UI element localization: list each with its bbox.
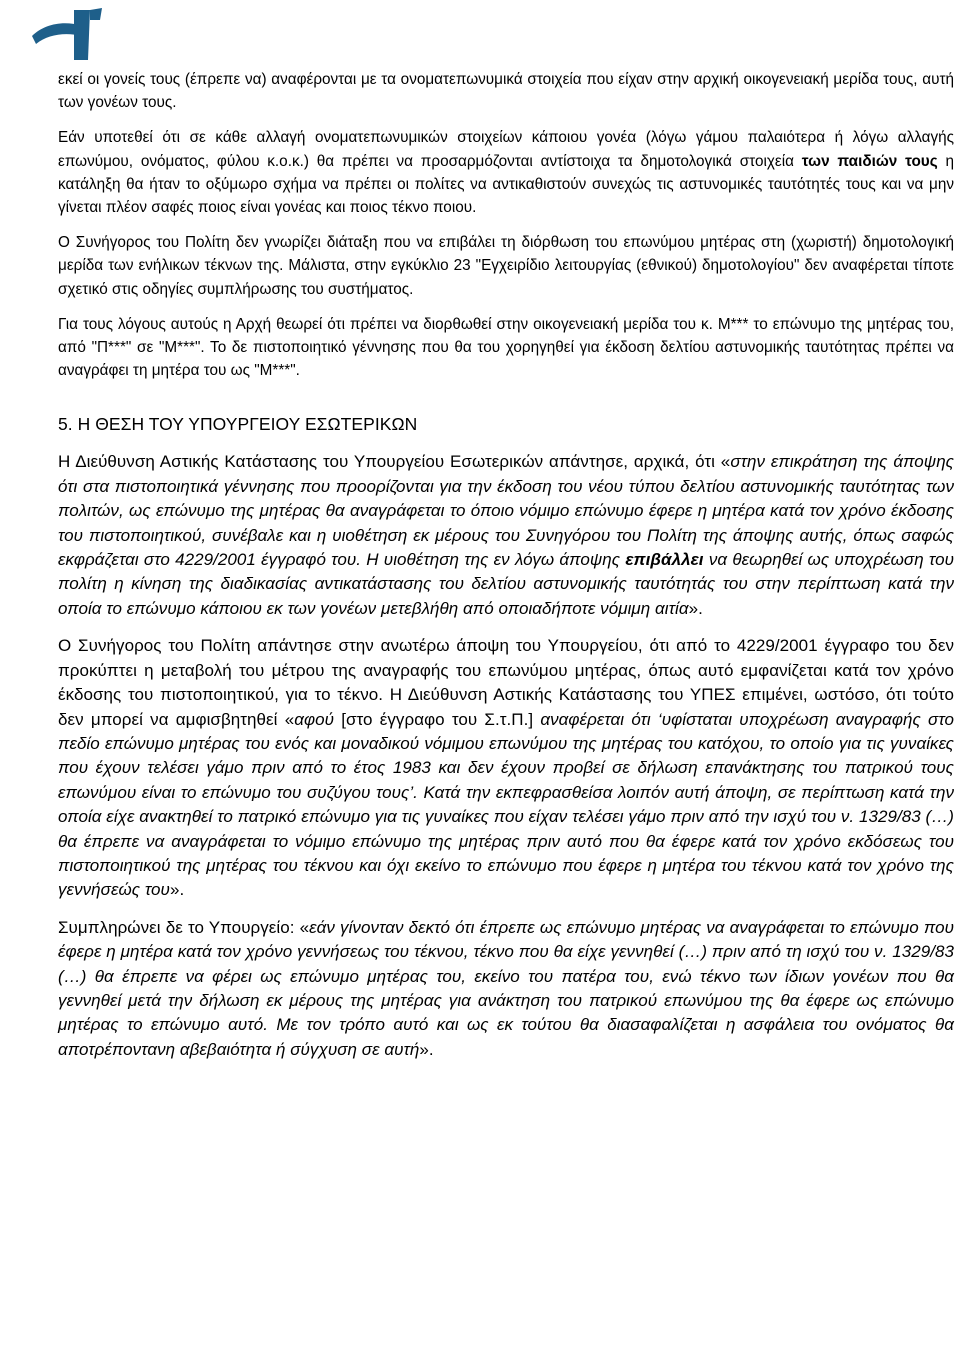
- paragraph-7-close: ».: [419, 1039, 434, 1059]
- paragraph-6-close: ».: [169, 880, 185, 900]
- paragraph-2-text: Εάν υποτεθεί ότι σε κάθε αλλαγή ονοματεπωνυμικών στοιχείων κάποιου γονέα (λόγω γάμου παλαιότερα ή λόγω αλλαγής επωνύμου, ονόματος, φύλου κ.ο.κ.) θα πρέπει να προσαρμόζονται αντίστοιχα τα δημοτολογικά στοιχεία: [58, 129, 954, 170]
- paragraph-2-emphasis: των παιδιών τους: [801, 152, 938, 170]
- paragraph-5: [58, 450, 954, 621]
- paragraph-5-text: Η Διεύθυνση Αστικής Κατάστασης του Υπουργείου Εσωτερικών απάντησε, αρχικά, ότι «: [58, 452, 731, 472]
- paragraph-5-emphasis: επιβάλλει: [625, 550, 704, 570]
- paragraph-2: [58, 126, 954, 219]
- top-section: [58, 68, 954, 382]
- paragraph-7-quote: εάν γίνονταν δεκτό ότι έπρεπε ως επώνυμο μητέρας να αναγράφεται το επώνυμο που έφερε η μητέρα κατά τον χρόνο γεννήσεως του τέκνου, τέκνο που θα είχε γεννηθεί (…) πριν από τη ισχύ του ν. 1329/83 (…) θα έπρεπε να φέρει ως επώνυμο μητέρας του, εκείνο του πατέρα του, ενώ τέκνο των ίδιων γονέων που θα γεννηθεί μετά την δήλωση εκ μέρους της μητέρας για ανάκτηση του πατρικού επωνύμου της θα έφερε ως επώνυμο μητέρας το επώνυμο αυτό. Με τον τρόπο αυτό και ως εκ τούτου θα διασαφαλίζεται η ασφάλεια του ονόματος θα αποτρέποντανη αβεβαιότητα ή σύγχυση σε αυτή: [58, 917, 954, 1059]
- document-body: [58, 68, 954, 1075]
- paragraph-1: εκεί οι γονείς τους (έπρεπε να) αναφέρονται με τα ονοματεπωνυμικά στοιχεία που είχαν στην αρχική οικογενειακή μερίδα τους, αυτή των γονέων τους.: [58, 71, 954, 112]
- paragraph-3: Ο Συνήγορος του Πολίτη δεν γνωρίζει διάταξη που να επιβάλει τη διόρθωση του επωνύμου μητέρας στη (χωριστή) δημοτολογική μερίδα των ενήλικων τέκνων της. Μάλιστα, στην εγκύκλιο 23 "Εγχειρίδιο λειτουργίας (εθνικού) δημοτολογίου" δεν αναφέρεται τίποτε σχετικό στις οδηγίες συμπλήρωσης του συστήματος.: [58, 234, 954, 298]
- paragraph-7-text: Συμπληρώνει δε το Υπουργείο: «: [58, 917, 310, 937]
- paragraph-2-text-end: η κατάληξη θα ήταν το οξύμωρο σχήμα να πρέπει οι πολίτες να αντικαθιστούν συνεχώς τις αστυνομικές ταυτότητές τους και να μην γίνεται πλέον σαφές ποιος είναι γονέας και ποιος τέκνο ποιου.: [58, 152, 954, 217]
- paragraph-6-text: Ο Συνήγορος του Πολίτη απάντησε στην ανωτέρω άποψη του Υπουργείου, ότι από το 4229/2001 έγγραφο του δεν προκύπτει η μεταβολή του μέτρου της αναγραφής του επωνύμου μητέρας, όπως αυτό εμφανίζεται κατά τον χρόνο έκδοσης του πιστοποιητικού, για το τέκνο. Η Διεύθυνση Αστικής Κατάστασης του ΥΠΕΣ επιμένει, ωστόσο, ότι τούτο δεν μπορεί να αμφισβητηθεί «: [58, 636, 954, 729]
- ombudsman-logo-icon: [30, 6, 104, 62]
- paragraph-6-quote-word: αφού: [294, 709, 335, 729]
- paragraph-6-quote: αναφέρεται ότι ‘υφίσταται υποχρέωση αναγραφής στο πεδίο επώνυμο μητέρας του ενός και μοναδικού νόμιμου επωνύμου της μητέρας του κατόχου, το οποίο για τις γυναίκες που έχουν τελέσει γάμο πριν από το έτος 1983 και δεν έχουν προβεί σε δήλωση επανάκτησης του πατρικού τους επωνύμου είναι το επώνυμο του συζύγου τους’. Κατά την εκπεφρασθείσα λοιπόν αυτή άποψη, σε περίπτωση κατά την οποία είχε ανακτηθεί το πατρικό επώνυμο για τις γυναίκες που είχαν τελέσει γάμο πριν από την ισχύ του ν. 1329/83 (…) θα έπρεπε να αναγράφεται το νόμιμο επώνυμο της μητέρας πριν αυτό που θα έφερε κατά τον χρόνο εκδόσεως του πιστοποιητικού της μητέρας του τέκνου και όχι εκείνο το επώνυμο που έφερε η μητέρα του τέκνου κατά τον χρόνο της γεννήσεώς του: [58, 709, 955, 900]
- section-heading: 5. Η ΘΕΣΗ ΤΟΥ ΥΠΟΥΡΓΕΙΟΥ ΕΣΩΤΕΡΙΚΩΝ: [58, 414, 418, 435]
- paragraph-5-quote-end: να θεωρηθεί ως υποχρέωση του πολίτη η κίνηση της διαδικασίας αντικατάστασης του δελτίου αστυνομικής ταυτότητάς του στην περίπτωση κατά την οποία το επώνυμο κάποιου εκ των γονέων μετεβλήθη από οποιαδήποτε νόμιμη αιτία: [58, 550, 954, 618]
- paragraph-5-quote: στην επικράτηση της άποψης ότι στα πιστοποιητικά γέννησης που προορίζονται για την έκδοση του νέου τύπου δελτίου αστυνομικής ταυτότητας των πολιτών, ως επώνυμο της μητέρας θα αναγράφεται το όποιο νόμιμο επώνυμο έφερε η μητέρα κατά τον χρόνο έκδοσης του πιστοποιητικού, συνέβαλε και η υιοθέτηση εκ μέρους του Συνηγόρου του Πολίτη της άποψης αυτής, όπως σαφώς εκφράζεται στο 4229/2001 έγγραφό του. Η υιοθέτηση της εν λόγω άποψης: [58, 452, 955, 570]
- paragraph-7: [58, 916, 954, 1062]
- paragraph-5-close: ».: [688, 598, 703, 618]
- paragraph-4: Για τους λόγους αυτούς η Αρχή θεωρεί ότι πρέπει να διορθωθεί στην οικογενειακή μερίδα του κ. Μ*** το επώνυμο της μητέρας του, από "Π***" σε "Μ***". Το δε πιστοποιητικό γέννησης που θα του χορηγηθεί για έκδοση δελτίου αστυνομικής ταυτότητας πρέπει να αναγράφει τη μητέρα του ως "Μ***".: [58, 315, 954, 380]
- paragraph-6-bracket: [στο έγγραφο του Σ.τ.Π.]: [334, 709, 541, 729]
- paragraph-6: [58, 634, 954, 902]
- ministry-section: [58, 412, 954, 1062]
